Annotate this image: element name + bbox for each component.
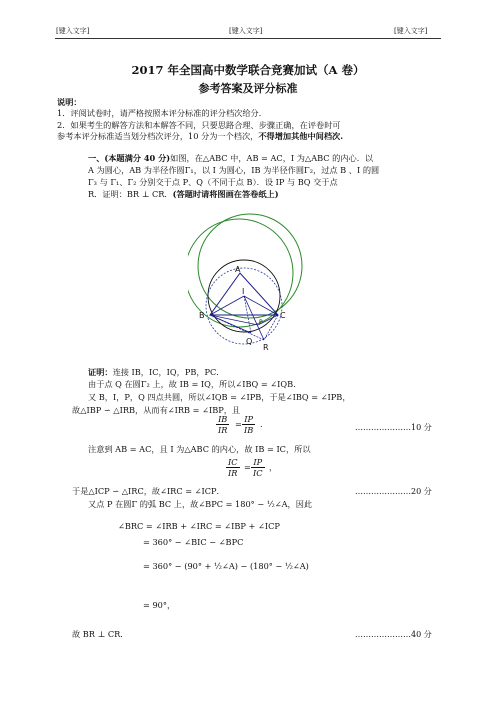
circle-gamma3 <box>198 214 302 318</box>
fraction-1b-numerator: IP <box>242 414 255 425</box>
problem-text-1: 如图，在△ABC 中，AB = AC，I 为△ABC 的内心．以 <box>170 153 374 163</box>
equation-line-3: = 360° − (90° + ½∠A) − (180° − ½∠A) <box>143 561 309 571</box>
proof-text-1: 连接 IB，IC，IQ，PB，PC． <box>112 367 225 377</box>
problem-drawing-note: (答题时请将图画在答卷纸上) <box>172 189 279 199</box>
equation-line-1: ∠BRC = ∠IRB + ∠IRC = ∠IBP + ∠ICP <box>118 521 280 531</box>
page-subtitle: 参考答案及评分标准 <box>198 82 298 95</box>
equation-line-2: = 360° − ∠BIC − ∠BPC <box>143 537 244 547</box>
fraction-ip-ib <box>242 414 255 435</box>
fraction-2b-numerator: IP <box>251 457 265 468</box>
proof-line-5: 注意到 AB = AC，且 I 为△ABC 的内心，故 IB = IC，所以 <box>88 444 311 454</box>
fraction-1-denominator: IR <box>218 425 228 435</box>
header-center: [键入文字] <box>229 27 263 35</box>
notes-line-3a: 参考本评分标准适当划分档次评分，10 分为一个档次， <box>57 131 259 141</box>
label-Q: Q <box>246 337 253 346</box>
score-20: …………………20 分 <box>355 487 432 496</box>
fraction-2-tail: ， <box>269 462 278 472</box>
fraction-ib-ir <box>216 414 229 435</box>
header-left: [键入文字] <box>56 27 90 35</box>
notes-line-3b: 不得增加其他中间档次. <box>258 131 344 141</box>
page-title: 2017 年全国高中数学联合竞赛加试（A 卷） <box>131 63 365 77</box>
segment-ci <box>244 296 278 315</box>
proof-line-7: 又点 P 在圆Γ 的弧 BC 上，故∠BPC = 180° − ½∠A，因此 <box>88 499 313 509</box>
problem-label: 一、(本题满分 40 分) <box>88 153 171 163</box>
notes-line-3 <box>57 131 343 142</box>
fraction-2b-denominator: IC <box>253 468 263 478</box>
label-A: A <box>235 265 241 274</box>
header-right: [键入文字] <box>394 27 428 35</box>
proof-line-6: 于是△ICP ∽ △IRC，故∠IRC = ∠ICP． <box>72 486 225 496</box>
fraction-1-tail: ． <box>260 419 269 429</box>
proof-conclusion: 故 BR ⊥ CR． <box>72 629 129 639</box>
label-R: R <box>263 343 269 352</box>
label-B: B <box>199 311 205 320</box>
fraction-2-numerator: IC <box>228 457 238 467</box>
fraction-1-numerator: IB <box>216 414 229 425</box>
label-P: P <box>259 319 263 326</box>
notes-line-2: 2．如果考生的解答方法和本解答不同，只要思路合理、步骤正确，在评卷时可 <box>57 120 341 130</box>
proof-heading: 证明： <box>88 367 113 377</box>
problem-line-4 <box>88 189 279 200</box>
problem-text-4: R．证明：BR ⊥ CR． <box>88 189 173 199</box>
fraction-ic-ir <box>226 457 240 478</box>
proof-line-3: 又 B，I，P，Q 四点共圆，所以∠IQB = ∠IPB，于是∠IBQ = ∠IPB， <box>88 392 351 402</box>
fraction-2-denominator: IR <box>228 468 238 478</box>
fraction-2-equals: = <box>244 462 251 472</box>
geometry-figure <box>188 203 328 353</box>
score-40: …………………40 分 <box>355 630 432 639</box>
header-rule <box>55 38 441 39</box>
fraction-1b-denominator: IB <box>244 425 254 435</box>
fraction-ip-ic <box>251 457 265 478</box>
proof-line-1 <box>88 367 225 378</box>
equation-line-4: = 90°， <box>143 600 176 610</box>
problem-line-1 <box>88 153 373 164</box>
problem-line-3: Γ₃ 与 Γ₁、Γ₂ 分别交于点 P、Q（不同于点 B）．设 IP 与 BQ 交于点 <box>88 177 338 187</box>
label-C: C <box>280 311 286 320</box>
score-10: …………………10 分 <box>355 423 432 432</box>
proof-line-4: 故△IBP ∽ △IRB，从而有∠IRB = ∠IBP，且 <box>72 405 241 415</box>
label-I: I <box>242 287 245 296</box>
notes-heading: 说明： <box>57 97 82 107</box>
proof-line-2: 由于点 Q 在圆Γ₂ 上，故 IB = IQ，所以∠IBQ = ∠IQB． <box>88 379 302 389</box>
problem-line-2: A 为圆心，AB 为半径作圆Γ₁，以 I 为圆心，IB 为半径作圆Γ₂，过点 B 、I 的圆 <box>88 165 380 175</box>
fraction-1-equals: = <box>235 419 242 429</box>
notes-line-1: 1．评阅试卷时，请严格按照本评分标准的评分档次给分． <box>57 108 267 118</box>
